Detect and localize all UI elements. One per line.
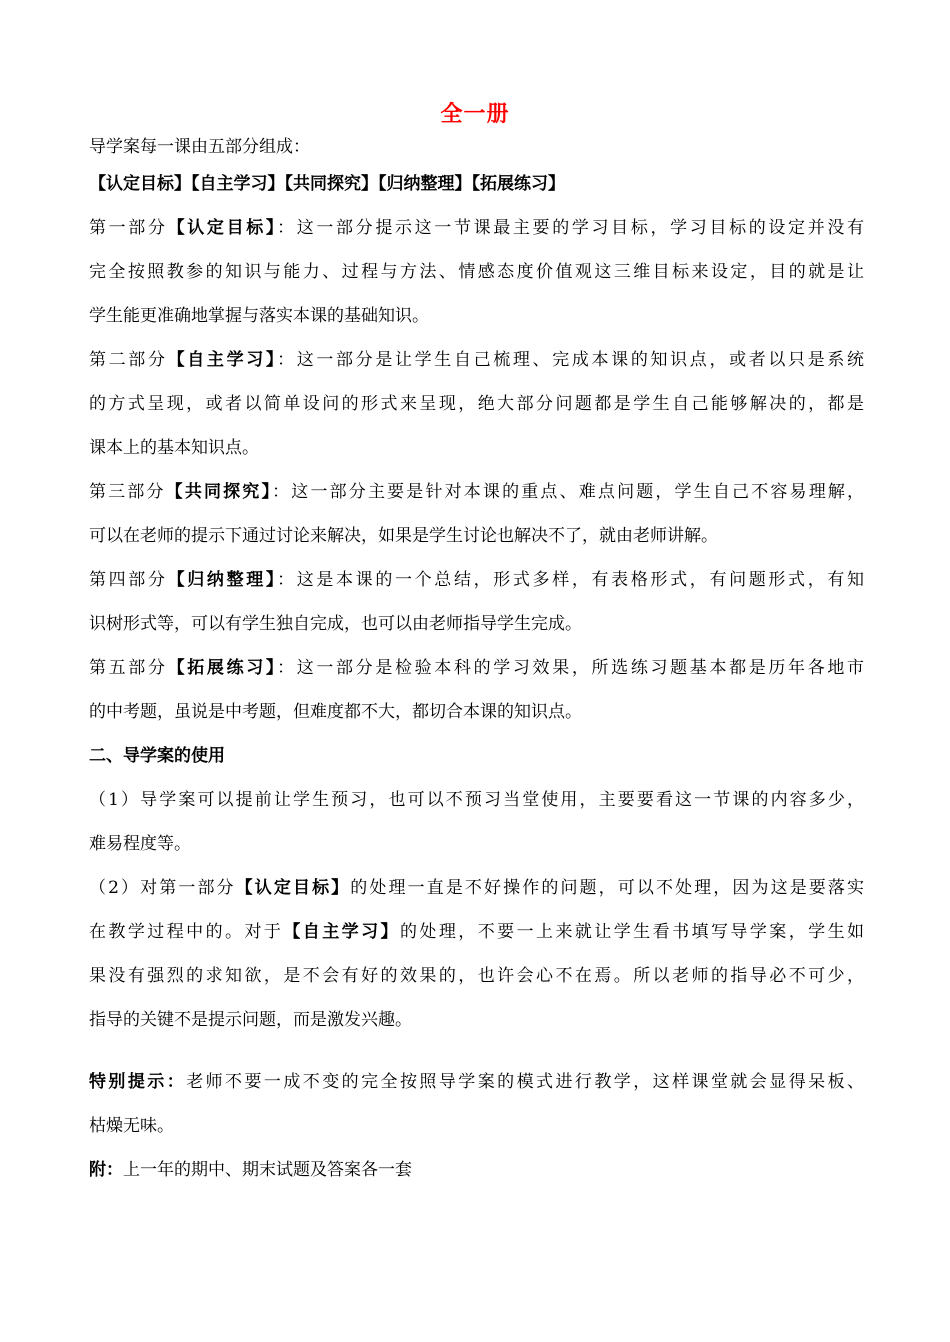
part3-line1 (89, 470, 864, 514)
item2-line2-pre: 在教学过程中的。对于 (89, 922, 284, 942)
part5-line1 (89, 646, 864, 690)
part4-text1: ：这是本课的一个总结，形式多样，有表格形式，有问题形式，有知 (277, 570, 864, 590)
tip-label: 特别提示： (89, 1072, 187, 1092)
section2-heading: 二、导学案的使用 (89, 746, 225, 766)
part2-text1: ：这一部分是让学生自己梳理、完成本课的知识点，或者以只是系统 (277, 350, 864, 370)
part3-label: 第三部分 (89, 482, 166, 502)
document-body (89, 132, 864, 1192)
part4-line2: 识树形式等，可以有学生独自完成，也可以由老师指导学生完成。 (89, 614, 582, 634)
part3-text1: ：这一部分主要是针对本课的重点、难点问题，学生自己不容易理解， (272, 482, 864, 502)
part3-tag: 【共同探究】 (165, 482, 273, 502)
document-title: 全一册 (440, 102, 510, 127)
part5-line2: 的中考题，虽说是中考题，但难度都不大，都切合本课的知识点。 (89, 702, 582, 722)
part5-label: 第五部分 (89, 658, 168, 678)
item2-line3: 果没有强烈的求知欲，是不会有好的效果的，也许会心不在焉。所以老师的指导必不可少， (89, 966, 864, 986)
part3-line2: 可以在老师的提示下通过讨论来解决，如果是学生讨论也解决不了，就由老师讲解。 (89, 526, 718, 546)
sections-header: 【认定目标】【自主学习】【共同探究】【归纳整理】【拓展练习】 (89, 174, 565, 194)
item2-line4: 指导的关键不是提示问题，而是激发兴趣。 (89, 1010, 412, 1030)
tip-line1 (89, 1060, 864, 1104)
appendix-label: 附： (89, 1160, 123, 1180)
item2-tag2: 【自主学习】 (283, 922, 400, 942)
part1-line2: 完全按照教参的知识与能力、过程与方法、情感态度价值观这三维目标来设定，目的就是让 (89, 262, 864, 282)
part1-tag: 【认定目标】 (167, 218, 278, 238)
part4-tag: 【归纳整理】 (167, 570, 278, 590)
part2-line1 (89, 338, 864, 382)
item2-line1 (89, 866, 864, 910)
part1-label: 第一部分 (89, 218, 168, 238)
appendix-text: 上一年的期中、期末试题及答案各一套 (123, 1160, 412, 1180)
part2-line2: 的方式呈现，或者以简单设问的形式来呈现，绝大部分问题都是学生自己能够解决的，都是 (89, 394, 864, 414)
part4-line1 (89, 558, 864, 602)
part2-line3: 课本上的基本知识点。 (89, 438, 259, 458)
part1-text1: ：这一部分提示这一节课最主要的学习目标，学习目标的设定并没有 (277, 218, 864, 238)
appendix-line (89, 1148, 864, 1192)
part2-tag: 【自主学习】 (167, 350, 278, 370)
part1-line3: 学生能更准确地掌握与落实本课的基础知识。 (89, 306, 429, 326)
part1-line1 (89, 206, 864, 250)
item2-line2-post: 的处理，不要一上来就让学生看书填写导学案，学生如 (399, 922, 864, 942)
part4-label: 第四部分 (89, 570, 168, 590)
item2-mid: 的处理一直是不好操作的问题，可以不处理，因为这是要落实 (350, 878, 864, 898)
tip-line2: 枯燥无味。 (89, 1116, 174, 1136)
item2-line2 (89, 910, 864, 954)
tip-text1: 老师不要一成不变的完全按照导学案的模式进行教学，这样课堂就会显得呆板、 (186, 1072, 864, 1092)
intro-line: 导学案每一课由五部分组成： (89, 137, 310, 157)
item2-tag1: 【认定目标】 (235, 878, 351, 898)
part2-label: 第二部分 (89, 350, 168, 370)
item2-pre: （2）对第一部分 (89, 878, 236, 898)
part5-text1: ：这一部分是检验本科的学习效果，所选练习题基本都是历年各地市 (277, 658, 864, 678)
item1-line1: （1）导学案可以提前让学生预习，也可以不预习当堂使用，主要要看这一节课的内容多少， (89, 790, 864, 810)
item1-line2: 难易程度等。 (89, 834, 191, 854)
part5-tag: 【拓展练习】 (167, 658, 278, 678)
